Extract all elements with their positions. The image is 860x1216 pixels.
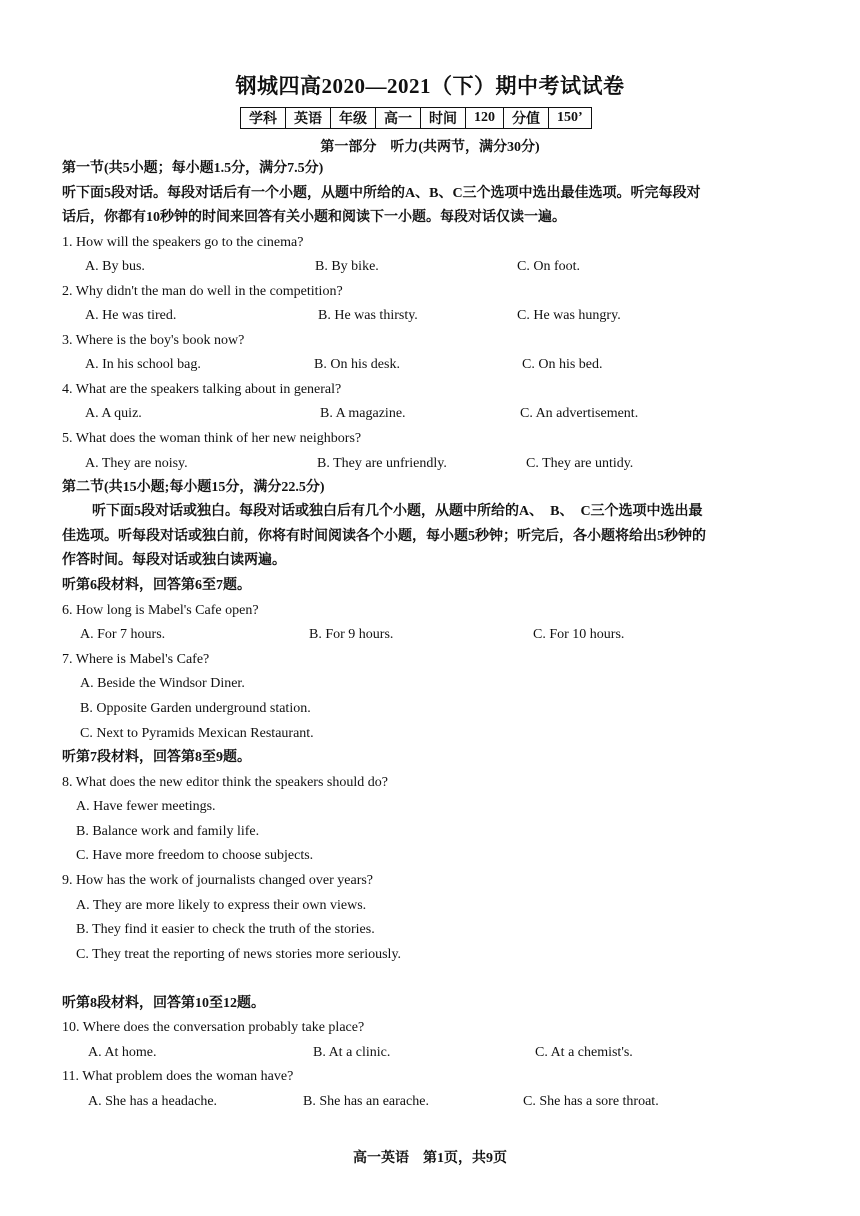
q3-option-b: B. On his desk. [314, 357, 400, 372]
q11-option-c: C. She has a sore throat. [523, 1094, 659, 1109]
q4-option-b: B. A magazine. [320, 406, 406, 421]
q9-option-b: B. They find it easier to check the truth of the stories. [76, 922, 375, 937]
question-8: 8. What does the new editor think the speakers should do? [62, 775, 388, 790]
q1-option-b: B. By bike. [315, 259, 379, 274]
question-2: 2. Why didn't the man do well in the competition? [62, 284, 343, 299]
q10-option-c: C. At a chemist's. [535, 1045, 633, 1060]
q6-option-a: A. For 7 hours. [80, 627, 166, 642]
section2-instruction: 作答时间。每段对话或独白读两遍。 [62, 553, 286, 568]
question-3: 3. Where is the boy's book now? [62, 333, 245, 348]
q9-option-c: C. They treat the reporting of news stories more seriously. [76, 947, 402, 962]
exam-title: 钢城四高2020—2021（下）期中考试试卷 [235, 74, 625, 98]
section1-instruction: 听下面5段对话。每段对话后有一个小题，从题中所给的A、B、C三个选项中选出最佳选项。听完每段对 [62, 186, 701, 201]
info-cell-subject: 英语 [286, 108, 331, 129]
q6-option-c: C. For 10 hours. [533, 627, 625, 642]
part-title: 第一部分 听力(共两节，满分30分) [320, 140, 540, 155]
info-cell-score-label: 分值 [504, 108, 549, 129]
q1-option-c: C. On foot. [517, 259, 580, 274]
info-cell-grade-label: 年级 [331, 108, 376, 129]
info-table-row [241, 108, 592, 129]
material-6-heading: 听第6段材料，回答第6至7题。 [62, 578, 251, 593]
question-5: 5. What does the woman think of her new neighbors? [62, 431, 362, 446]
q2-option-a: A. He was tired. [85, 308, 177, 323]
question-11: 11. What problem does the woman have? [62, 1069, 294, 1084]
material-8-heading: 听第8段材料，回答第10至12题。 [62, 996, 265, 1011]
question-4: 4. What are the speakers talking about in general? [62, 382, 342, 397]
q11-option-a: A. She has a headache. [88, 1094, 218, 1109]
section2-heading: 第二节(共15小题;每小题15分，满分22.5分) [62, 480, 325, 495]
section2-instruction: 佳选项。听每段对话或独白前，你将有时间阅读各个小题，每小题5秒钟；听完后，各小题将给出5秒钟的 [62, 529, 706, 544]
q4-option-a: A. A quiz. [85, 406, 142, 421]
info-cell-score: 150’ [549, 108, 592, 129]
q8-option-b: B. Balance work and family life. [76, 824, 260, 839]
q1-option-a: A. By bus. [85, 259, 145, 274]
question-10: 10. Where does the conversation probably take place? [62, 1020, 365, 1035]
section1-instruction: 话后，你都有10秒钟的时间来回答有关小题和阅读下一小题。每段对话仅读一遍。 [62, 210, 566, 225]
question-6: 6. How long is Mabel's Cafe open? [62, 603, 259, 618]
q5-option-c: C. They are untidy. [526, 456, 634, 471]
question-7: 7. Where is Mabel's Cafe? [62, 652, 210, 667]
q4-option-c: C. An advertisement. [520, 406, 639, 421]
q2-option-c: C. He was hungry. [517, 308, 621, 323]
question-9: 9. How has the work of journalists changed over years? [62, 873, 374, 888]
q3-option-c: C. On his bed. [522, 357, 603, 372]
q9-option-a: A. They are more likely to express their own views. [76, 898, 367, 913]
q7-option-c: C. Next to Pyramids Mexican Restaurant. [80, 726, 314, 741]
section2-instruction: 听下面5段对话或独白。每段对话或独白后有几个小题，从题中所给的A、 B、 C三个选项中选出最 [92, 504, 703, 519]
q2-option-b: B. He was thirsty. [318, 308, 418, 323]
q7-option-a: A. Beside the Windsor Diner. [80, 676, 245, 691]
page-footer: 高一英语 第1页，共9页 [353, 1151, 507, 1166]
q8-option-c: C. Have more freedom to choose subjects. [76, 848, 314, 863]
info-cell-subject-label: 学科 [241, 108, 286, 129]
question-1: 1. How will the speakers go to the cinema? [62, 235, 304, 250]
info-cell-time: 120 [466, 108, 504, 129]
q10-option-a: A. At home. [88, 1045, 157, 1060]
section1-heading: 第一节(共5小题；每小题1.5分，满分7.5分) [62, 161, 324, 176]
info-table [240, 107, 592, 129]
q3-option-a: A. In his school bag. [85, 357, 201, 372]
q7-option-b: B. Opposite Garden underground station. [80, 701, 311, 716]
q6-option-b: B. For 9 hours. [309, 627, 394, 642]
material-7-heading: 听第7段材料，回答第8至9题。 [62, 750, 251, 765]
info-cell-time-label: 时间 [421, 108, 466, 129]
q5-option-a: A. They are noisy. [85, 456, 188, 471]
info-cell-grade: 高一 [376, 108, 421, 129]
q5-option-b: B. They are unfriendly. [317, 456, 447, 471]
q10-option-b: B. At a clinic. [313, 1045, 391, 1060]
q11-option-b: B. She has an earache. [303, 1094, 429, 1109]
q8-option-a: A. Have fewer meetings. [76, 799, 216, 814]
